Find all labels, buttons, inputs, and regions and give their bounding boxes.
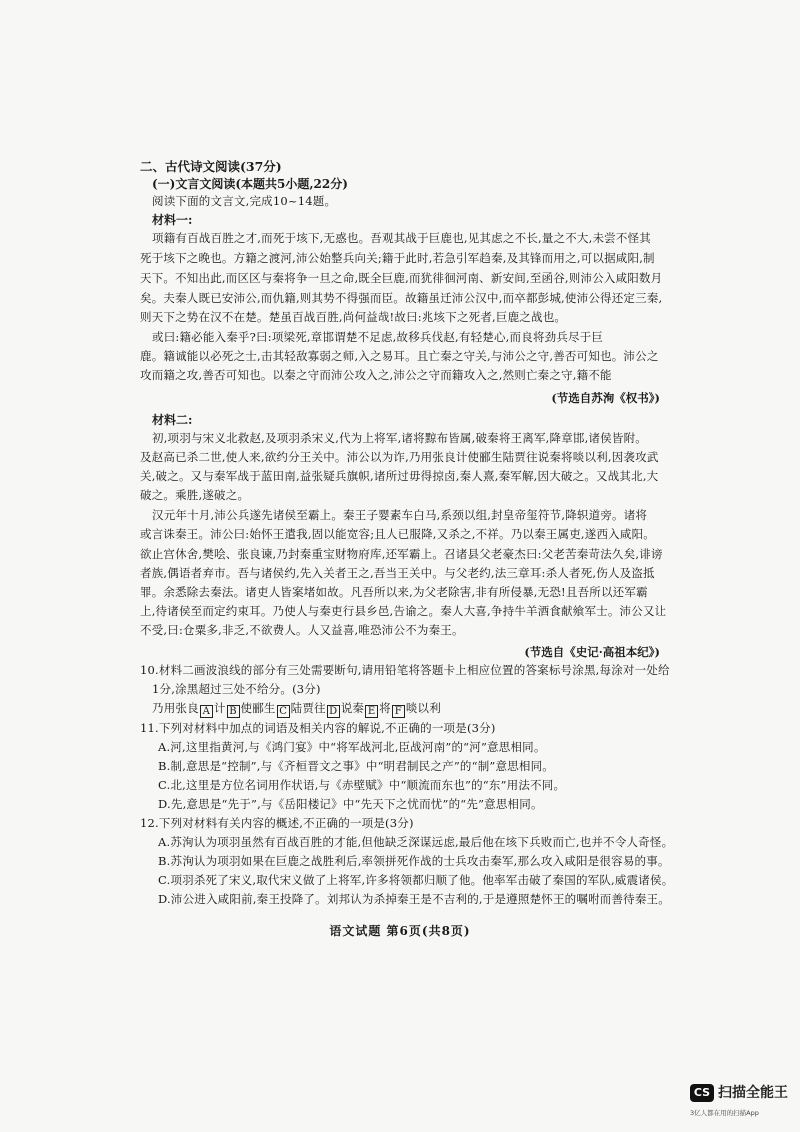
question-12-option-c: C.项羽杀死了宋义,取代宋义做了上将军,许多将领都归顺了他。他率军击破了秦国的军队,威震诸侯。: [158, 873, 674, 887]
material-2-source: (节选自《史记·高祖本纪》): [524, 645, 660, 659]
material-1-line: 天下。不知出此,而区区与秦将争一旦之命,既全巨鹿,而犹徘徊河南、新安间,至函谷,则沛公入咸阳数月: [140, 271, 663, 285]
option-box-e[interactable]: E: [365, 705, 378, 718]
brand-name: 扫描全能王: [718, 1085, 788, 1101]
material-2-line: 及赵高已杀二世,使人来,欲约分王关中。沛公以为诈,乃用张良计使郦生陆贾往说秦将啖以利,因袭攻武: [140, 450, 659, 464]
material-1-line: 死于垓下之晚也。方籍之渡河,沛公始整兵向关;籍于此时,若急引军趋秦,及其锋而用之,可以据咸阳,制: [140, 251, 655, 265]
page-footer: 语文试题 第6页(共8页): [329, 924, 471, 938]
brand-tagline: 3亿人都在用的扫描App: [690, 1109, 759, 1117]
question-11-option-b: B.制,意思是“控制”,与《齐桓晋文之事》中“明君制民之产”的“制”意思相同。: [158, 759, 554, 773]
material-1-line: 项籍有百战百胜之才,而死于垓下,无惑也。吾观其战于巨鹿也,见其虑之不长,量之不大,未尝不怪其: [152, 231, 651, 245]
material-1-line: 矣。夫秦人既已安沛公,而仇籍,则其势不得强而臣。故籍虽迁沛公汉中,而卒都彭城,使沛公得还定三秦,: [140, 291, 663, 305]
material-1-source: (节选自苏洵《权书》): [551, 391, 660, 405]
instruction: 阅读下面的文言文,完成10~14题。: [152, 194, 337, 208]
material-2-line: 或言诛秦王。沛公曰:始怀王遣我,固以能宽容;且人已服降,又杀之,不祥。乃以秦王属吏,遂西入咸阳。: [140, 527, 655, 541]
question-10-options: 乃用张良 A 计 B 使郦生 C 陆贾往 D 说秦 E 将 F 啖以利: [152, 701, 441, 717]
option-box-c[interactable]: C: [277, 705, 290, 718]
question-12-option-b: B.苏洵认为项羽如果在巨鹿之战胜利后,率领拼死作战的士兵攻击秦军,那么攻入咸阳是很容易的事。: [158, 854, 670, 868]
material-2-line: 上,待诸侯至而定约束耳。乃使人与秦吏行县乡邑,告谕之。秦人大喜,争持牛羊酒食献飨军士。沛公又让: [140, 604, 667, 618]
material-1-line: 鹿。籍诚能以必死之士,击其轻敌寡弱之师,入之易耳。且亡秦之守关,与沛公之守,善否可知也。沛公之: [140, 349, 659, 363]
subsection-title: (一)文言文阅读(本题共5小题,22分): [152, 177, 348, 191]
question-11-option-a: A.河,这里指黄河,与《鸿门宴》中“将军战河北,臣战河南”的“河”意思相同。: [158, 740, 546, 754]
material-1-line: 则天下之势在汉不在楚。楚虽百战百胜,尚何益哉!故曰:兆垓下之死者,巨鹿之战也。: [140, 310, 567, 324]
material-1-label: 材料一:: [152, 213, 193, 227]
material-2-line: 汉元年十月,沛公兵遂先诸侯至霸上。秦王子婴素车白马,系颈以组,封皇帝玺符节,降轵道旁。诸将: [152, 508, 648, 522]
material-2-line: 破之。乘胜,遂破之。: [140, 488, 250, 502]
question-12-stem: 12.下列对材料有关内容的概述,不正确的一项是(3分): [140, 816, 414, 830]
question-11-stem: 11.下列对材料中加点的词语及相关内容的解说,不正确的一项是(3分): [140, 721, 496, 735]
question-12-option-d: D.沛公进入咸阳前,秦王投降了。刘邦认为杀掉秦王是不吉利的,于是遵照楚怀王的嘱咐而善待秦王。: [158, 892, 670, 906]
camscanner-logo-icon: CS: [690, 1084, 714, 1102]
material-1-line: 攻而籍之攻,善否可知也。以秦之守而沛公攻入之,沛公之守而籍攻入之,然则亡秦之守,籍不能: [140, 368, 612, 382]
material-2-label: 材料二:: [152, 413, 193, 427]
option-box-f[interactable]: F: [392, 705, 405, 718]
question-11-option-d: D.先,意思是“先于”,与《岳阳楼记》中“先天下之忧而忧”的“先”意思相同。: [158, 797, 543, 811]
question-10-stem: 10.材料二画波浪线的部分有三处需要断句,请用铅笔将答题卡上相应位置的答案标号涂黑,每涂对一处给: [140, 663, 670, 677]
material-2-line: 不受,曰:仓粟多,非乏,不欲费人。人又益喜,唯恐沛公不为秦王。: [140, 623, 464, 637]
question-11-option-c: C.北,这里是方位名词用作状语,与《赤壁赋》中“顺流而东也”的“东”用法不同。: [158, 778, 566, 792]
material-2-line: 罪。余悉除去秦法。诸吏人皆案堵如故。凡吾所以来,为父老除害,非有所侵暴,无恐!且吾所以还军霸: [140, 585, 648, 599]
scanner-watermark: [690, 1082, 790, 1122]
section-title: 二、古代诗文阅读(37分): [140, 159, 282, 174]
question-10-stem-cont: 1分,涂黑超过三处不给分。(3分): [152, 682, 321, 696]
material-2-line: 欲止宫休舍,樊哙、张良谏,乃封秦重宝财物府库,还军霸上。召诸县父老豪杰曰:父老苦秦苛法久矣,诽谤: [140, 547, 663, 561]
option-box-a[interactable]: A: [200, 705, 213, 718]
material-2-line: 关,破之。又与秦军战于蓝田南,益张疑兵旗帜,诸所过毋得掠卤,秦人熹,秦军解,因大破之。又战其北,大: [140, 469, 659, 483]
question-12-option-a: A.苏洵认为项羽虽然有百战百胜的才能,但他缺乏深谋远虑,最后他在垓下兵败而亡,也并不令人奇怪。: [158, 835, 674, 849]
material-1-line: 或曰:籍必能入秦乎?曰:项梁死,章邯谓楚不足虑,故移兵伐赵,有轻楚心,而良将劲兵尽于巨: [152, 330, 604, 344]
material-2-line: 初,项羽与宋义北救赵,及项羽杀宋义,代为上将军,诸将黥布皆属,破秦将王离军,降章邯,诸侯皆附。: [152, 431, 647, 445]
option-box-d[interactable]: D: [327, 705, 340, 718]
material-2-line: 者族,偶语者弃市。吾与诸侯约,先入关者王之,吾当王关中。与父老约,法三章耳:杀人者死,伤人及盗抵: [140, 566, 655, 580]
option-box-b[interactable]: B: [227, 705, 240, 718]
